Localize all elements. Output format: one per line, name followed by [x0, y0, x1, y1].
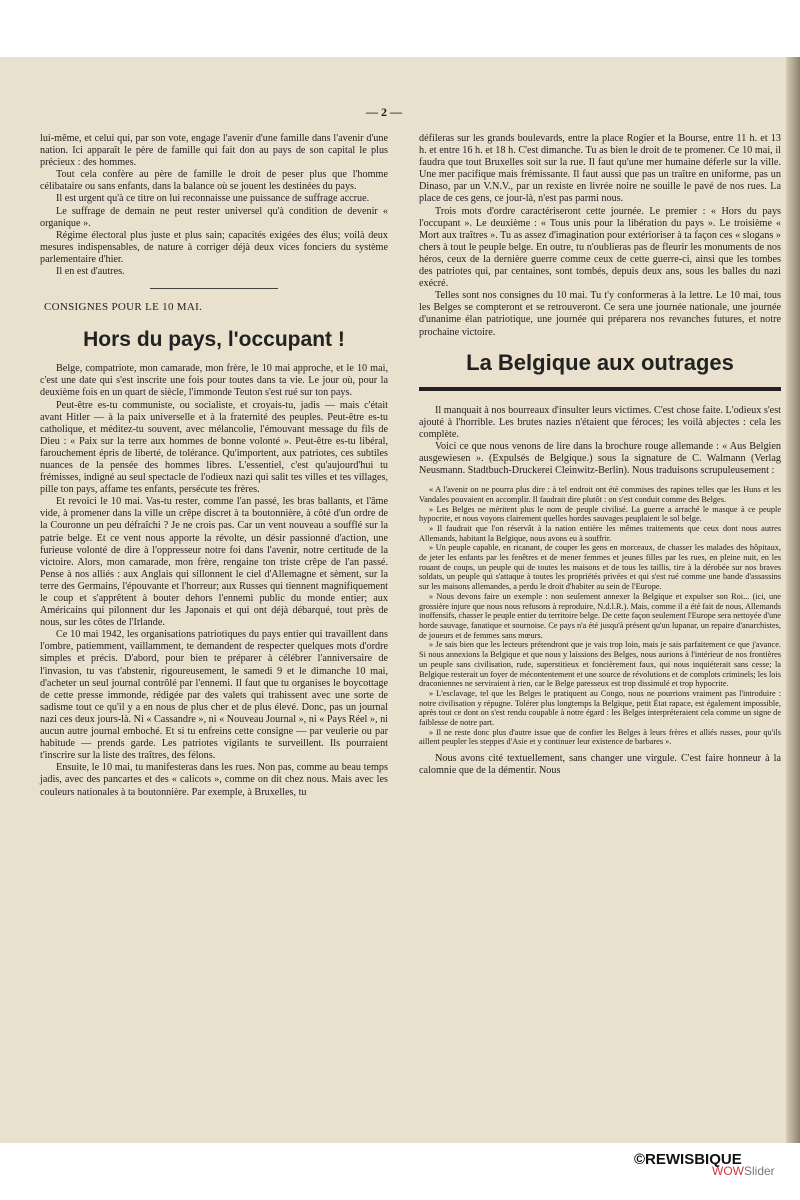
- paragraph: Belge, compatriote, mon camarade, mon frère, le 10 mai approche, et le 10 mai, c'est une date qui s'est inscrite une fois pour toutes dans ta vie. Le jour où, pour la deuxième fois en un quart de siècle, l'immonde Teuton s'est rué sur ton pays.: [40, 363, 388, 399]
- paragraph: Et revoici le 10 mai. Vas-tu rester, comme l'an passé, les bras ballants, et l'âme vide, à promener dans la ville un crêpe discret à ta boutonnière, à côté d'un ordre de la Couronne un peu défraîchi ? Je ne crois pas. Car un vent nouveau a soufflé sur la patrie belge. Et ce vent nous apporte la révolte, un désir passionné d'action, une furieuse volonté de dire à l'oppresseur notre foi dans l'avenir, notre certitude de la victoire. Alors, mon camarade, mon frère, rengaine ton triste crêpe de l'an passé. Pense à nos alliés : aux Anglais qui sillonnent le ciel d'Allemagne et sèment, sur la terre des Germains, l'épouvante et l'horreur; aux Russes qui tiennent magnifiquement le coup et s'apprêtent à bouter dehors l'ennemi public du monde entier; aux Américains qui pilonnent dur les Japonais et qui ont déjà débarqué, tout près de nous, sur les côtes de l'Irlande.: [40, 496, 388, 629]
- copyright-credit: ©REWISBIQUE: [634, 1151, 742, 1168]
- page-fold-shadow: [786, 57, 800, 1143]
- quote-paragraph: » Il ne reste donc plus d'autre issue que de confier les Belges à leurs frères et alliés russes, pour qu'ils aillent peupler les steppes d'Asie et y continuer leur existence de barbares ».: [419, 727, 781, 747]
- paragraph: Nous avons cité textuellement, sans changer une virgule. C'est faire honneur à la calomnie que de la démentir. Nous: [419, 753, 781, 777]
- quote-paragraph: « A l'avenir on ne pourra plus dire : à tel endroit ont été commises des rapines telles que les Huns et les Vandales pouvaient en accomplir. Il faudrait dire plutôt : on s'est conduit comme des Belges.: [419, 485, 781, 504]
- quote-paragraph: » Nous devons faire un exemple : non seulement annexer la Belgique et expulser son Roi... (ici, une grossière injure que nous nous refusons à reproduire, N.d.l.R.). Mais, comme il a été fait de nous, Allemands inoffensifs, chasser le peuple entier du territoire belge. De cette façon seulement l'Europe sera nettoyée d'une horde sauvage, fanatique et sournoise. Ce pays n'a été jusqu'à présent qu'un lupanar, un repaire d'anarchistes, de joueurs et de femmes sans mœurs.: [419, 591, 781, 640]
- paragraph: lui-même, et celui qui, par son vote, engage l'avenir d'une famille dans l'avenir d'une nation. Ici apparaît le père de famille qui fait don au pays de son capital le plus précieux : des hommes.: [40, 133, 388, 169]
- paragraph: Il est urgent qu'à ce titre on lui reconnaisse une puissance de suffrage accrue.: [56, 193, 370, 205]
- paragraph: défileras sur les grands boulevards, entre la place Rogier et la Bourse, entre 11 h. et 13 h. et entre 16 h. et 18 h. C'est dimanche. Tu as bien le droit de te promener. Ce 10 mai, il faudra que tout Bruxelles soit sur la rue. Il faut qu'une mer humaine déferle sur la ville. Une mer pacifique mais frémissante. Il faut aussi que pas un traître en uniforme, pas un Dinaso, par un V.N.V., par un rexiste en livrée noire ne souille le pavé de nos rues. La place de ces gens, ce jour-là, n'est pas parmi nous.: [419, 133, 781, 205]
- quote-paragraph: » Un peuple capable, en ricanant, de couper les gens en morceaux, de chasser les malades des hôpitaux, de jeter les enfants par les fenêtres et de mener femmes et jeunes filles par les rues, en pleine nuit, en les rouant de coups, un peuple qui de toutes les maisons et de tous les taillis, tire à la dérobée sur nos braves soldats, un peuple qui s'attaque à toutes les propriétés privées et qui s'est rué comme une bande d'assassins sur les maisons allemandes, a perdu le droit d'habiter au sein de l'Europe.: [419, 543, 781, 592]
- paragraph: Voici ce que nous venons de lire dans la brochure rouge allemande : « Aus Belgien ausgewiesen ». (Expulsés de Belgique.) sous la signature de C. Walmann (Verlag Neusmann. Stadtbuch-Druckerei Cleinwitz-Berlin). Nous traduisons scrupuleusement :: [419, 440, 781, 477]
- quote-paragraph: » Je sais bien que les lecteurs prétendront que je vais trop loin, mais je sais parfaitement ce que j'avance. Si nous annexions la Belgique et que nous y laissions des Belges, nous aurions à l'intérieur de nos frontières un peuple sans civilisation, rude, superstitieux et foncièrement faux, qui nous inquiéterait sans cesse; la Belgique resterait un foyer de mécontentement et une source de révolutions et de complots criminels; les lois draconiennes ne serviraient à rien, car le Belge paresseux est trop dissimulé et trop hypocrite.: [419, 640, 781, 689]
- paragraph: Ce 10 mai 1942, les organisations patriotiques du pays entier qui travaillent dans l'ombre, patiemment, vaillamment, te demandent de respecter quelques mots d'ordre simples et précis. D'abord, pour bien te préparer à célébrer l'anniversaire de l'invasion, tu vas t'abstenir, rigoureusement, le samedi 9 et le dimanche 10 mai, d'acheter un seul journal contrôlé par l'ennemi. Il faut que tu organises le boycottage de cette presse immonde, rédigée par des valets qui trahissent avec une sorte de sadisme tout ce qu'il y a en nous de plus cher et de plus élevé. Donc, pas un journal nazi ces deux jours-là. Ni « Cassandre », ni « Nouveau Journal », ni « Pays Réel », ni aucun autre journal emboché. Et si tu enfreins cette consigne — par veulerie ou par habitude — prends garde. Les patriotes vigilants te surveillent. Ils pourraient t'inscrire sur la liste des traîtres, des félons.: [40, 629, 389, 762]
- paragraph: Telles sont nos consignes du 10 mai. Tu t'y conformeras à la lettre. Le 10 mai, tous les Belges se compteront et se retrouveront. Ce sera une journée nationale, une journée d'unanime élan patriotique, une journée qui préparera nos revanches futures, et notre prochaine victoire.: [419, 290, 781, 338]
- paragraph: Il manquait à nos bourreaux d'insulter leurs victimes. C'est chose faite. L'odieux s'est ajouté à l'horrible. Les brutes nazies n'étaient que féroces; les voilà abjectes : cela les complète.: [419, 404, 781, 440]
- slider-watermark: [712, 1164, 775, 1178]
- article-continuation: [419, 133, 781, 339]
- left-column: [40, 133, 388, 799]
- watermark-part: WOW: [712, 1164, 744, 1178]
- article-body: [419, 405, 781, 478]
- page-number: — 2 —: [366, 105, 402, 119]
- intro-text: [40, 133, 388, 278]
- article-closing: [419, 753, 781, 777]
- right-column: [419, 133, 781, 777]
- article-body: [40, 363, 388, 798]
- headline-belgique-outrages: La Belgique aux outrages: [466, 349, 734, 375]
- divider: [150, 288, 278, 289]
- paragraph: Il en est d'autres.: [56, 266, 125, 278]
- section-label: CONSIGNES POUR LE 10 MAI.: [44, 301, 203, 314]
- quote-paragraph: » L'esclavage, tel que les Belges le pratiquent au Congo, nous ne pourrions vraiment pas l'introduire : notre civilisation y répugne. Tolérer plus longtemps la Belgique, petit État rapace, est également impossible, après tout ce dont on s'est rendu coupable à notre égard : les Belges interpréteraient cela comme un signe de faiblesse de notre part.: [419, 688, 781, 728]
- paragraph: Régime électoral plus juste et plus sain; capacités exigées des élus; voilà deux mesures indispensables, de nature à corriger déjà deux vices fonciers du système parlementaire d'hier.: [40, 229, 388, 265]
- newspaper-page: [0, 57, 800, 1168]
- headline-hors-du-pays: Hors du pays, l'occupant !: [83, 328, 345, 352]
- paragraph: Ensuite, le 10 mai, tu manifesteras dans les rues. Non pas, comme au beau temps jadis, avec des pancartes et des « calicots », comme on dit chez nous. Mais avec les couleurs nationales à ta boutonnière. Par exemple, à Bruxelles, tu: [40, 762, 388, 798]
- quote-paragraph: » Les Belges ne méritent plus le nom de peuple civilisé. La guerre a arraché le masque à ce peuple hypocrite, et nous voyons clairement quelles hordes sauvages peuplaient le sol belge.: [419, 504, 781, 524]
- paragraph: Tout cela confère au père de famille le droit de peser plus que l'homme célibataire ou sans enfants, dans la balance où se jouent les destinées du pays.: [40, 169, 388, 193]
- quoted-translation: [419, 485, 781, 747]
- headline-underline: [419, 387, 781, 391]
- paragraph: Peut-être es-tu communiste, ou socialiste, et croyais-tu, jadis — mais c'était avant Hitler — à la paix universelle et à la fraternité des peuples. Peut-être es-tu catholique, et méditez-tu souvent, avec mélancolie, l'émouvant message du fils de Dieu : « Paix sur la terre aux hommes de bonne volonté ». Peut-être es-tu libéral, farouchement épris de liberté, de tolérance. Qu'importent, aux patriotes, ces subtiles nuances de la pensée des hommes libres. L'essentiel, c'est qu'aujourd'hui tu frémisses, indigné au seul spectacle de l'odieux nazi qui salit tes villes et tes villages, pille ton pays, affame tes enfants, persécute tes frères.: [40, 399, 388, 496]
- watermark-part: Slider: [744, 1164, 775, 1178]
- quote-paragraph: » Il faudrait que l'on réservât à la nation entière les mêmes traitements que ceux dont nous autres Allemands, habitant la Belgique, nous avons eu à souffrir.: [419, 523, 781, 543]
- paragraph: Le suffrage de demain ne peut rester universel qu'à condition de devenir « organique ».: [40, 205, 388, 229]
- paragraph: Trois mots d'ordre caractériseront cette journée. Le premier : « Hors du pays l'occupant ». Le deuxième : « Tous unis pour la libération du pays ». Le troisième « Mort aux traîtres ». Tu as assez d'imagination pour extérioriser à ta façon ces « slogans » chers à tout le peuple belge. En outre, tu n'oublieras pas de fleurir les monuments de nos héros, ceux de la dernière guerre comme ceux de cette guerre-ci, ainsi que les tombes des patriotes qui, par centaines, sont tombés, depuis deux ans, sous les balles du nazi exécré.: [419, 205, 781, 290]
